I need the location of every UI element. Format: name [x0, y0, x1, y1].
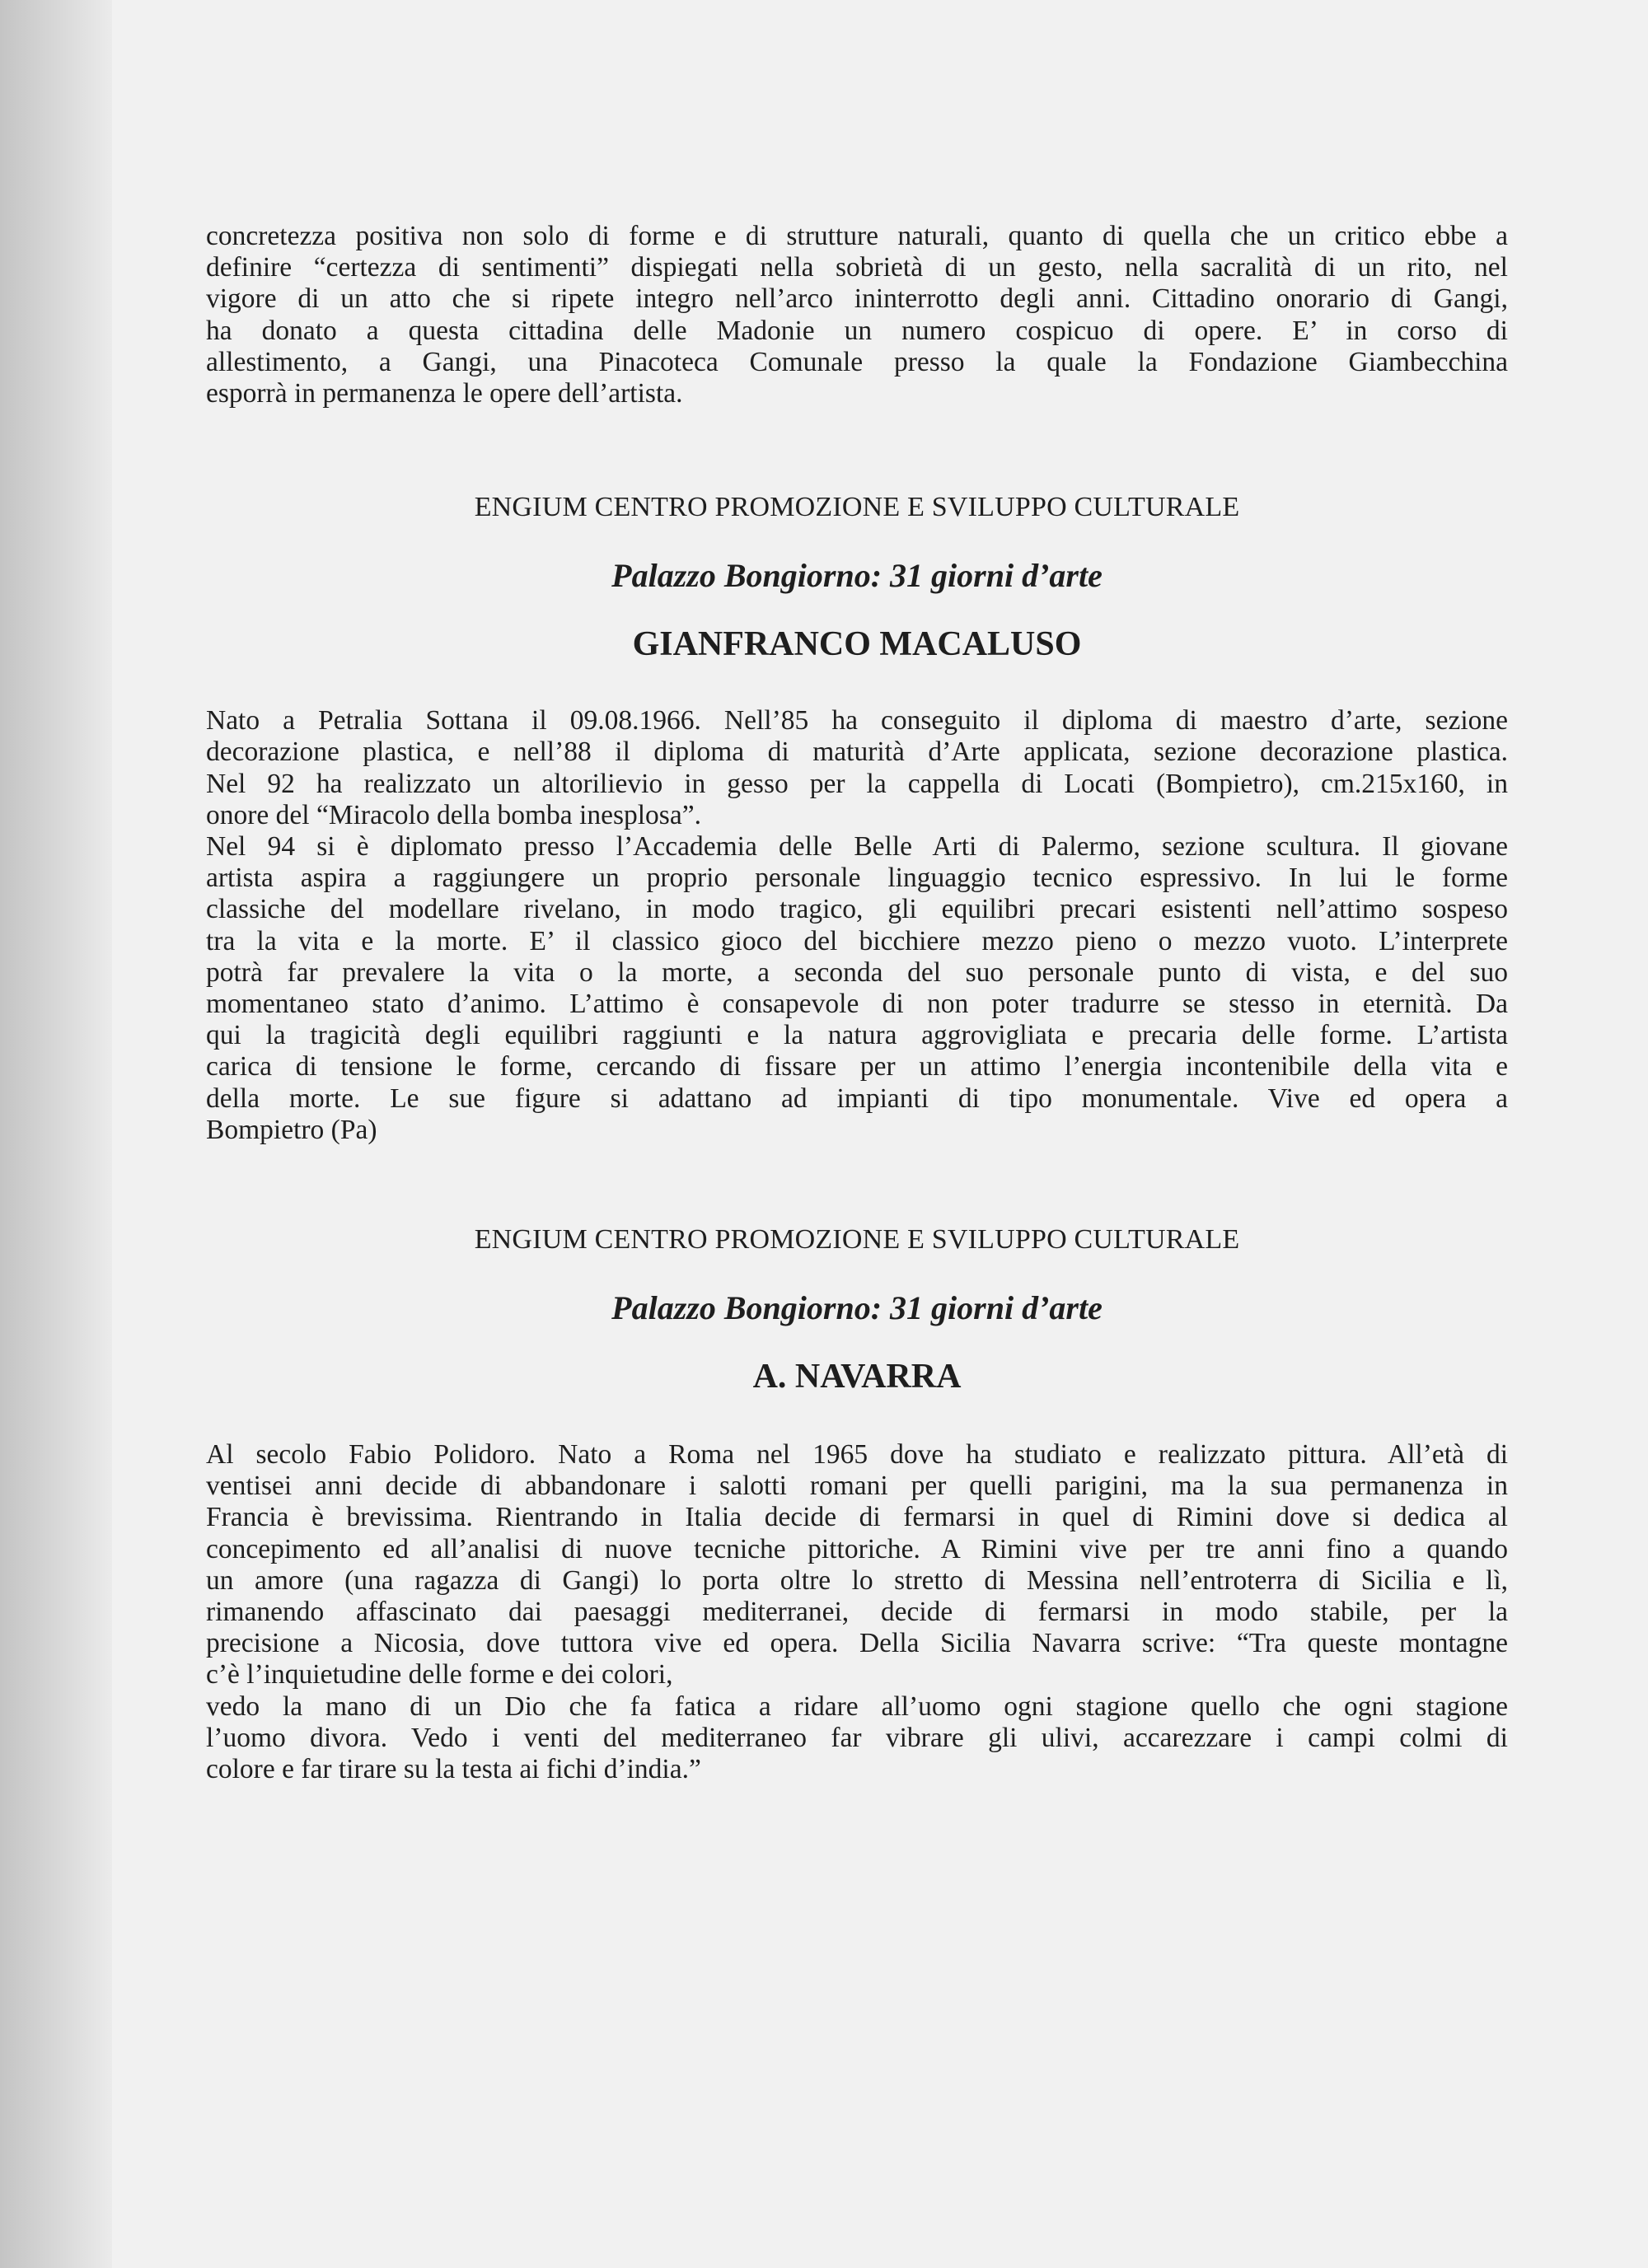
bio-paragraph	[206, 705, 1508, 831]
artist-name: A. NAVARRA	[752, 1358, 962, 1396]
text-line: concepimento ed all’analisi di nuove tecniche pittoriche. A Rimini vive per tre anni fino a quando	[206, 1533, 1508, 1564]
text-line: Nel 92 ha realizzato un altorilievio in gesso per la cappella di Locati (Bompietro), cm.215x160, in	[206, 768, 1508, 799]
text-line: un amore (una ragazza di Gangi) lo porta oltre lo stretto di Messina nell’entroterra di Sicilia e lì,	[206, 1564, 1508, 1596]
text-line: Nato a Petralia Sottana il 09.08.1966. Nell’85 ha conseguito il diploma di maestro d’arte, sezione	[206, 705, 1508, 737]
text-line: potrà far prevalere la vita o la morte, a seconda del suo personale punto di vista, e del suo	[206, 956, 1508, 988]
intro-paragraph	[206, 221, 1508, 409]
text-line: definire “certezza di sentimenti” dispiegati nella sobrietà di un gesto, nella sacralità di un rito, nel	[206, 252, 1508, 283]
text-line: allestimento, a Gangi, una Pinacoteca Comunale presso la quale la Fondazione Giambecchina	[206, 346, 1508, 377]
text-line: c’è l’inquietudine delle forme e dei colori,	[206, 1659, 673, 1690]
event-subtitle: Palazzo Bongiorno: 31 giorni d’arte	[611, 557, 1103, 595]
text-line: onore del “Miracolo della bomba inesplosa”.	[206, 799, 701, 830]
text-line: Nel 94 si è diplomato presso l’Accademia delle Belle Arti di Palermo, sezione scultura. Il giovane	[206, 831, 1508, 863]
text-line: vigore di un atto che si ripete integro nell’arco ininterrotto degli anni. Cittadino onorario di Gangi,	[206, 283, 1508, 315]
text-line: momentaneo stato d’animo. L’attimo è consapevole di non poter tradurre se stesso in eternità. Da	[206, 989, 1508, 1020]
scan-shadow-edge	[0, 0, 112, 2268]
organization-heading: ENGIUM CENTRO PROMOZIONE E SVILUPPO CULTURALE	[474, 492, 1240, 523]
text-line: Francia è brevissima. Rientrando in Italia decide di fermarsi in quel di Rimini dove si dedica al	[206, 1502, 1508, 1533]
text-line: Al secolo Fabio Polidoro. Nato a Roma nel 1965 dove ha studiato e realizzato pittura. All’età di	[206, 1439, 1508, 1471]
text-line: decorazione plastica, e nell’88 il diploma di maturità d’Arte applicata, sezione decorazione plastica.	[206, 737, 1508, 768]
organization-heading: ENGIUM CENTRO PROMOZIONE E SVILUPPO CULTURALE	[474, 1224, 1240, 1256]
text-line: colore e far tirare su la testa ai fichi d’india.”	[206, 1754, 701, 1785]
text-line: artista aspira a raggiungere un proprio personale linguaggio tecnico espressivo. In lui le forme	[206, 863, 1508, 894]
text-line: classiche del modellare rivelano, in modo tragico, gli equilibri precari esistenti nell’attimo sospeso	[206, 894, 1508, 925]
event-subtitle: Palazzo Bongiorno: 31 giorni d’arte	[611, 1289, 1103, 1327]
document-page	[206, 221, 1508, 1785]
text-line: vedo la mano di un Dio che fa fatica a ridare all’uomo ogni stagione quello che ogni stagione	[206, 1690, 1508, 1722]
artist-name: GIANFRANCO MACALUSO	[632, 625, 1082, 664]
text-line: rimanendo affascinato dai paesaggi mediterranei, decide di fermarsi in modo stabile, per la	[206, 1597, 1508, 1628]
text-line: precisione a Nicosia, dove tuttora vive ed opera. Della Sicilia Navarra scrive: “Tra queste montagne	[206, 1628, 1508, 1659]
section-navarra	[206, 1224, 1508, 1785]
text-line: l’uomo divora. Vedo i venti del mediterraneo far vibrare gli ulivi, accarezzare i campi colmi di	[206, 1722, 1508, 1753]
text-line: qui la tragicità degli equilibri raggiunti e la natura aggrovigliata e precaria delle forme. L’artista	[206, 1020, 1508, 1051]
section-macaluso	[206, 492, 1508, 1146]
text-line: della morte. Le sue figure si adattano ad impianti di tipo monumentale. Vive ed opera a	[206, 1083, 1508, 1114]
text-line: tra la vita e la morte. E’ il classico gioco del bicchiere mezzo pieno o mezzo vuoto. L’interprete	[206, 925, 1508, 956]
text-line: Bompietro (Pa)	[206, 1114, 377, 1145]
text-line: esporrà in permanenza le opere dell’artista.	[206, 378, 683, 409]
bio-paragraph	[206, 1439, 1508, 1691]
text-line: carica di tensione le forme, cercando di fissare per un attimo l’energia incontenibile della vita e	[206, 1051, 1508, 1083]
text-line: ventisei anni decide di abbandonare i salotti romani per quelli parigini, ma la sua permanenza in	[206, 1471, 1508, 1502]
bio-paragraph	[206, 831, 1508, 1146]
text-line: concretezza positiva non solo di forme e di strutture naturali, quanto di quella che un critico ebbe a	[206, 221, 1508, 251]
text-line: ha donato a questa cittadina delle Madonie un numero cospicuo di opere. E’ in corso di	[206, 315, 1508, 346]
bio-paragraph	[206, 1691, 1508, 1786]
